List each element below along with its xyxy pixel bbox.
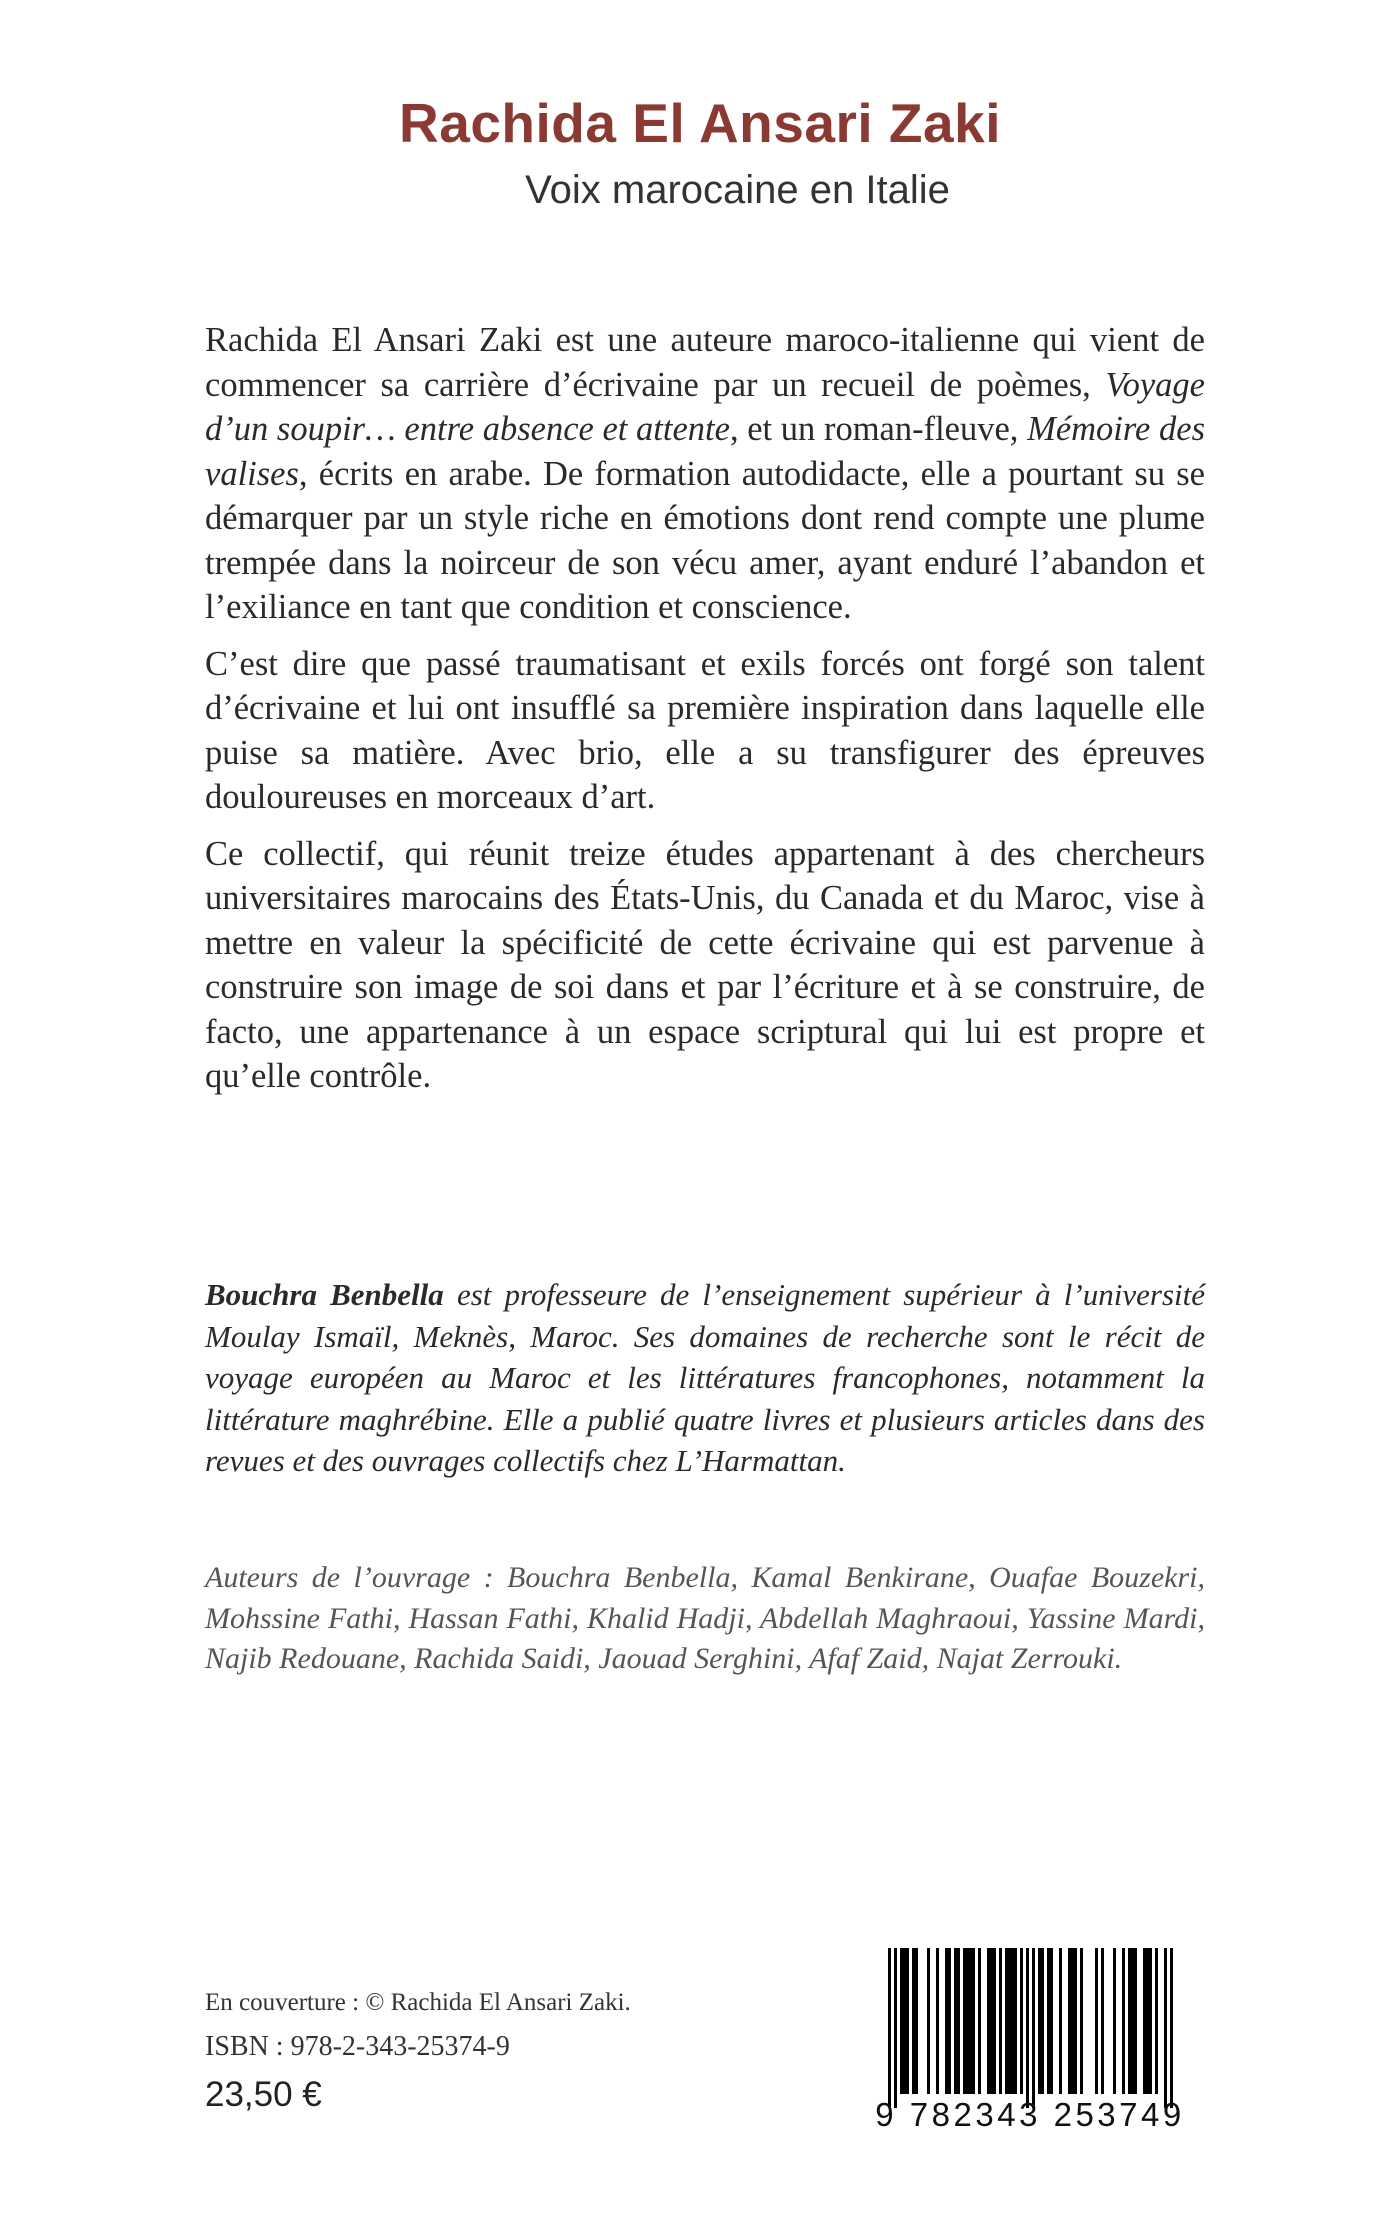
barcode-bar — [888, 1948, 891, 2108]
barcode-bar — [1020, 1948, 1023, 2094]
barcode-bar — [1146, 1948, 1149, 2094]
barcode-bar — [936, 1948, 939, 2094]
barcode-bar — [1032, 1948, 1035, 2108]
barcode-bar — [945, 1948, 948, 2094]
barcode-bar — [1122, 1948, 1125, 2094]
barcode-bar — [1101, 1948, 1104, 2094]
barcode-bar — [1149, 1948, 1152, 2094]
work-title-novel: Mémoire des valises — [205, 410, 1205, 493]
contributors-list: Auteurs de l’ouvrage : Bouchra Benbella, Kamal Benkirane, Ouafae Bouzekri, Mohssine Fathi, Hassan Fathi, Khalid Hadji, Abdellah Maghraoui, Yassine Mardi, Najib Redouane, Rachida Saidi, Jaouad Serghini, Afaf Zaid, Najat Zerrouki. — [205, 1561, 1205, 1675]
barcode-bar — [1143, 1948, 1146, 2094]
book-description — [205, 318, 1205, 1111]
barcode-number: 9 782343 253749 — [875, 2096, 1185, 2133]
barcode-bar — [1155, 1948, 1158, 2094]
barcode-bar — [1041, 1948, 1044, 2094]
barcode-bar — [999, 1948, 1002, 2094]
book-title: Rachida El Ansari Zaki — [399, 92, 1001, 154]
description-paragraph-3: Ce collectif, qui réunit treize études appartenant à des chercheurs universitaires marocains des États-Unis, du Canada et du Maroc, vise à mettre en valeur la spécificité de cette écrivaine qui est parvenue à construire son image de soi dans et par l’écriture et à se construire, de facto, une appartenance à un espace scriptural qui lui est propre et qu’elle contrôle. — [205, 834, 1205, 1095]
barcode-bar — [963, 1948, 966, 2094]
book-subtitle: Voix marocaine en Italie — [525, 168, 950, 213]
editor-bio — [205, 1274, 1205, 1482]
barcode-bar — [957, 1948, 960, 2094]
barcode-bar — [894, 1948, 897, 2108]
isbn-text: ISBN : 978-2-343-25374-9 — [205, 2031, 510, 2062]
barcode-bar — [1134, 1948, 1137, 2094]
editor-bio-text: est professeure de l’enseignement supérieur à l’université Moulay Ismaïl, Meknès, Maroc. Ses domaines de recherche sont le récit de voyage européen au Maroc et les littératures francophones, notamment la littérature maghrébine. Elle a publié quatre livres et plusieurs articles dans des revues et des ouvrages collectifs chez L’Harmattan. — [205, 1277, 1205, 1478]
barcode-bar — [1071, 1948, 1074, 2094]
work-title-poems: Voyage d’un soupir… entre absence et attente — [205, 365, 1205, 448]
barcode-bar — [1047, 1948, 1050, 2094]
barcode-bar — [906, 1948, 909, 2094]
barcode-bar — [1128, 1948, 1131, 2094]
barcode-bar — [927, 1948, 930, 2094]
barcode-bar — [969, 1948, 972, 2094]
barcode-bar — [1074, 1948, 1077, 2094]
barcode-bar — [990, 1948, 993, 2094]
price-tag: 23,50 € — [205, 2075, 322, 2114]
barcode-bar — [966, 1948, 969, 2094]
editor-name: Bouchra Benbella — [205, 1277, 444, 1312]
barcode-bar — [1038, 1948, 1041, 2094]
barcode-bar — [1008, 1948, 1011, 2094]
barcode-bar — [1050, 1948, 1053, 2094]
isbn-barcode — [870, 1948, 1190, 2142]
barcode-bar — [948, 1948, 951, 2094]
barcode-bar — [903, 1948, 906, 2094]
barcode-bar — [1026, 1948, 1029, 2108]
barcode-bar — [1059, 1948, 1062, 2094]
barcode-bar — [1014, 1948, 1017, 2094]
barcode-bar — [1005, 1948, 1008, 2094]
barcode-bar — [1170, 1948, 1173, 2108]
barcode-bar — [1095, 1948, 1098, 2094]
barcode-bar — [900, 1948, 903, 2094]
barcode-bar — [1011, 1948, 1014, 2094]
barcode-bar — [954, 1948, 957, 2094]
barcode-bar — [987, 1948, 990, 2094]
barcode-bar — [1113, 1948, 1116, 2094]
barcode-bar — [978, 1948, 981, 2094]
barcode-bar — [993, 1948, 996, 2094]
barcode-bar — [1164, 1948, 1167, 2108]
barcode-bar — [1080, 1948, 1083, 2094]
title-block — [0, 92, 1400, 213]
description-paragraph-1: Rachida El Ansari Zaki est une auteure maroco-italienne qui vient de commencer sa carrière d’écrivaine par un recueil de poèmes, Voyage d’un soupir… entre absence et attente, et un roman-fleuve, Mémoire des valises, écrits en arabe. De formation autodidacte, elle a pourtant su se démarquer par un style riche en émotions dont rend compte une plume trempée dans la noirceur de son vécu amer, ayant enduré l’abandon et l’exiliance en tant que condition et conscience. — [205, 321, 1205, 626]
barcode-bar — [912, 1948, 915, 2094]
barcode-bar — [1131, 1948, 1134, 2094]
description-paragraph-2: C’est dire que passé traumatisant et exils forcés ont forgé son talent d’écrivaine et lui ont insufflé sa première inspiration dans laquelle elle puise sa matière. Avec brio, elle a su transfigurer des épreuves douloureuses en morceaux d’art. — [205, 644, 1205, 816]
barcode-bar — [972, 1948, 975, 2094]
barcode-bar — [1068, 1948, 1071, 2094]
cover-credits: En couverture : © Rachida El Ansari Zaki. — [205, 1989, 631, 2016]
barcode-bar — [915, 1948, 918, 2094]
